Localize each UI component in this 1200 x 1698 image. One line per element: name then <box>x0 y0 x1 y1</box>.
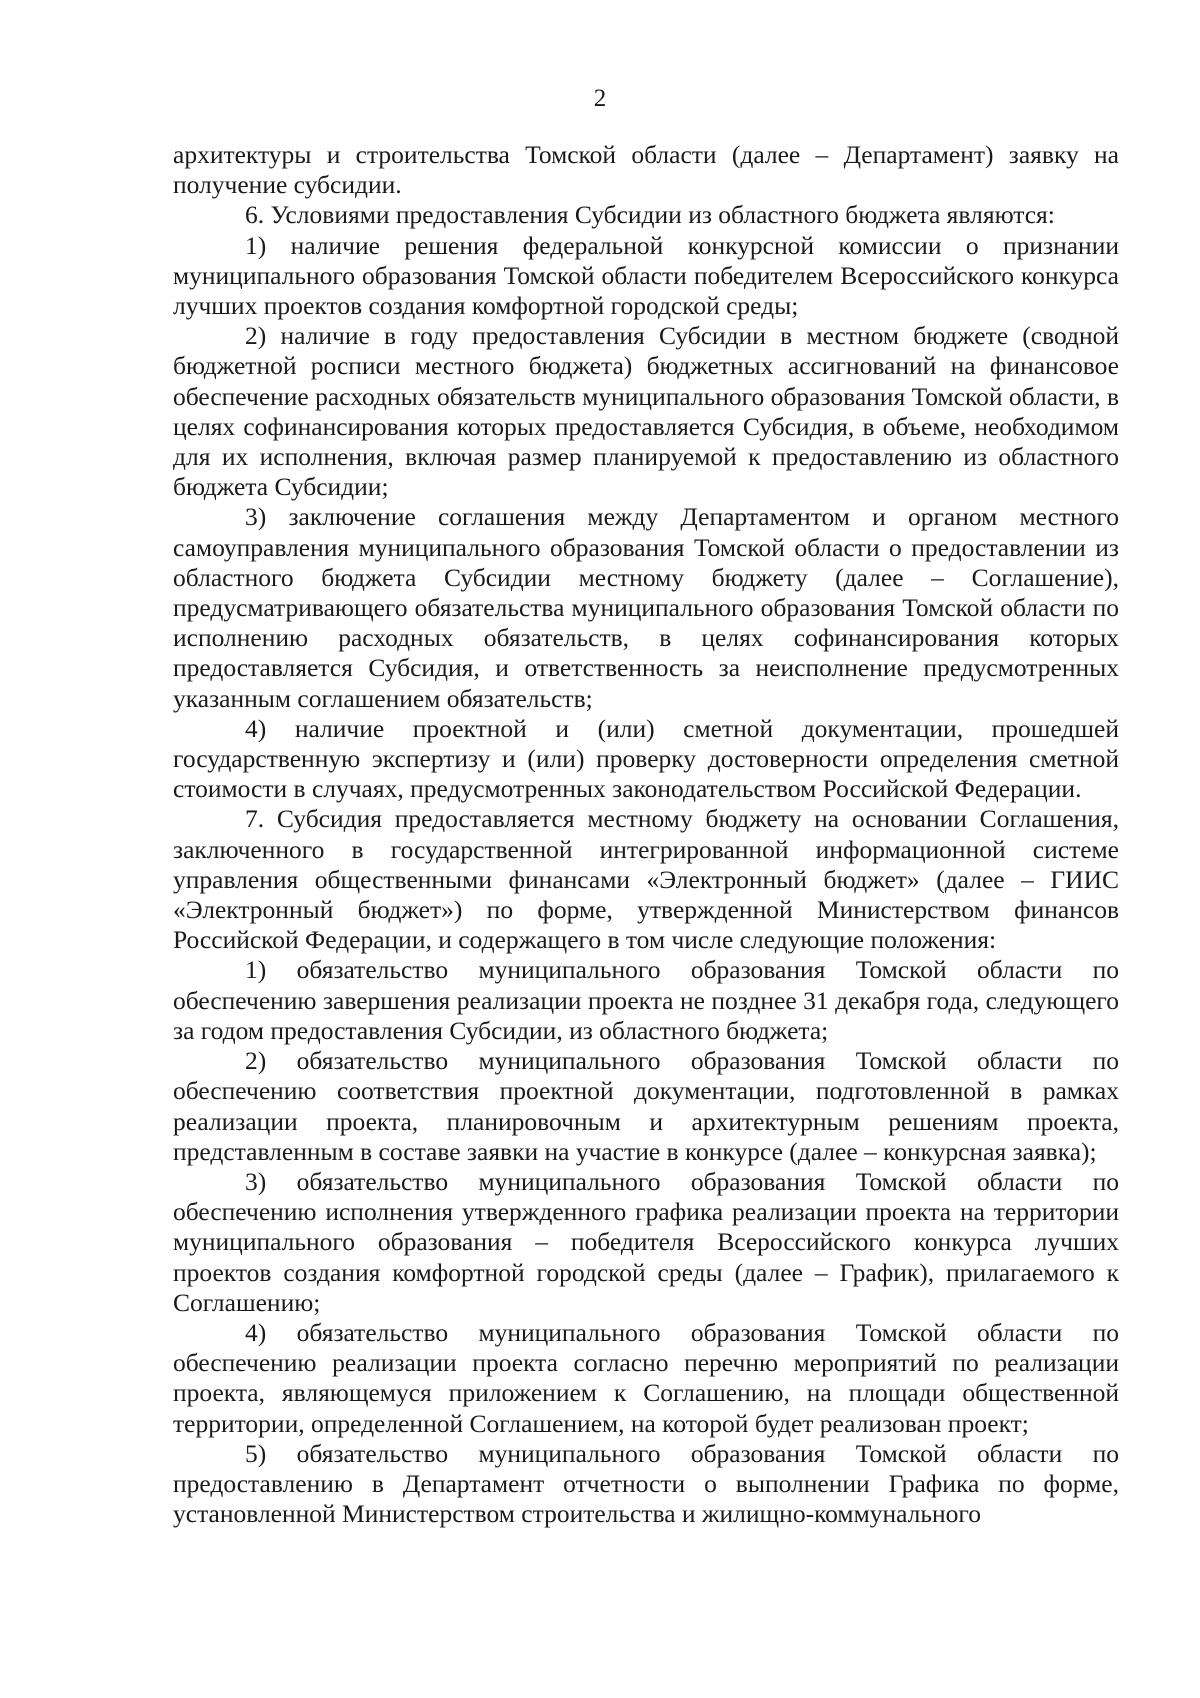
paragraph-section-7: 7. Субсидия предоставляется местному бюджету на основании Соглашения, заключенного в государственной интегрированной информационной системе управления общественными финансами «Электронный бюджет» (далее – ГИИС «Электронный бюджет») по форме, утвержденной Министерством финансов Российской Федерации, и содержащего в том числе следующие положения: <box>173 804 1119 955</box>
paragraph-6-item-2: 2) наличие в году предоставления Субсидии в местном бюджете (сводной бюджетной росписи местного бюджета) бюджетных ассигнований на финансовое обеспечение расходных обязательств муниципального образования Томской области, в целях софинансирования которых предоставляется Субсидия, в объеме, необходимом для их исполнения, включая размер планируемой к предоставлению из областного бюджета Субсидии; <box>173 321 1119 502</box>
paragraph-6-item-1: 1) наличие решения федеральной конкурсной комиссии о признании муниципального образования Томской области победителем Всероссийского конкурса лучших проектов создания комфортной городской среды; <box>173 230 1119 321</box>
paragraph-section-6: 6. Условиями предоставления Субсидии из областного бюджета являются: <box>245 200 1055 230</box>
paragraph-6-item-4: 4) наличие проектной и (или) сметной документации, прошедшей государственную экспертизу и (или) проверку достоверности определения сметной стоимости в случаях, предусмотренных законодательством Российской Федерации. <box>173 713 1119 804</box>
paragraph-7-item-5: 5) обязательство муниципального образования Томской области по предоставлению в Департамент отчетности о выполнении Графика по форме, установленной Министерством строительства и жилищно-коммунального <box>173 1438 1119 1529</box>
paragraph-continuation: архитектуры и строительства Томской области (далее – Департамент) заявку на получение субсидии. <box>173 140 1119 200</box>
paragraph-6-item-3: 3) заключение соглашения между Департаментом и органом местного самоуправления муниципального образования Томской области о предоставлении из областного бюджета Субсидии местному бюджету (далее – Соглашение), предусматривающего обязательства муниципального образования Томской области по исполнению расходных обязательств, в целях софинансирования которых предоставляется Субсидия, и ответственность за неисполнение предусмотренных указанным соглашением обязательств; <box>173 502 1119 713</box>
page-number: 2 <box>593 85 607 112</box>
document-body <box>173 140 1119 1529</box>
paragraph-7-item-2: 2) обязательство муниципального образования Томской области по обеспечению соответствия проектной документации, подготовленной в рамках реализации проекта, планировочным и архитектурным решениям проекта, представленным в составе заявки на участие в конкурсе (далее – конкурсная заявка); <box>173 1046 1119 1166</box>
paragraph-7-item-3: 3) обязательство муниципального образования Томской области по обеспечению исполнения утвержденного графика реализации проекта на территории муниципального образования – победителя Всероссийского конкурса лучших проектов создания комфортной городской среды (далее – График), прилагаемого к Соглашению; <box>173 1166 1119 1317</box>
paragraph-7-item-1: 1) обязательство муниципального образования Томской области по обеспечению завершения реализации проекта не позднее 31 декабря года, следующего за годом предоставления Субсидии, из областного бюджета; <box>173 955 1119 1045</box>
paragraph-7-item-4: 4) обязательство муниципального образования Томской области по обеспечению реализации проекта согласно перечню мероприятий по реализации проекта, являющемуся приложением к Соглашению, на площади общественной территории, определенной Соглашением, на которой будет реализован проект; <box>173 1317 1119 1438</box>
